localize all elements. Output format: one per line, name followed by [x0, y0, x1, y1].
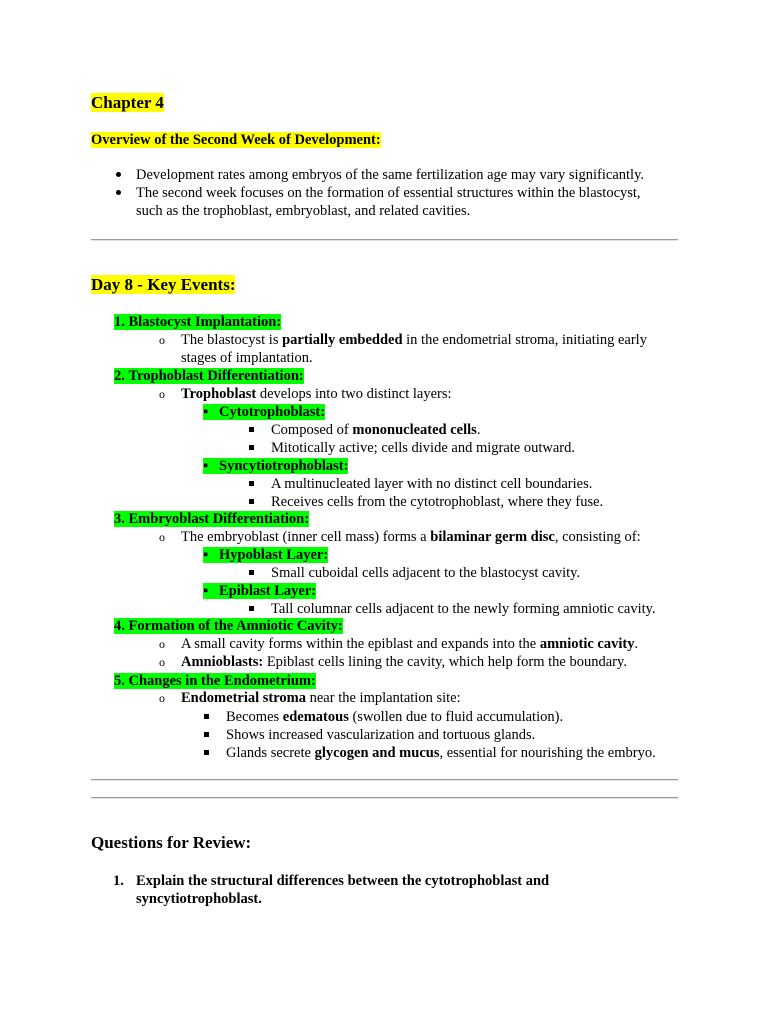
overview-bullet-2-cont: such as the trophoblast, embryoblast, and related cavities.: [136, 203, 471, 219]
event-4-line-2: Amnioblasts: Epiblast cells lining the cavity, which help form the boundary.: [181, 654, 627, 670]
event-5-line-1: Endometrial stroma near the implantation site:: [181, 690, 461, 706]
chapter-title: Chapter 4: [91, 93, 164, 112]
square-bullet-icon: [249, 481, 254, 486]
circle-bullet-icon: o: [159, 530, 165, 544]
divider: [91, 239, 678, 241]
endometrium-item-2: Shows increased vascularization and tortuous glands.: [226, 727, 536, 743]
event-number: 3.: [114, 511, 125, 527]
event-1-line-1: The blastocyst is partially embedded in the endometrial stroma, initiating early: [181, 332, 647, 348]
hypoblast-item-1: Small cuboidal cells adjacent to the blastocyst cavity.: [271, 565, 581, 581]
event-title: Blastocyst Implantation:: [128, 314, 282, 330]
event-2-line-1: Trophoblast develops into two distinct layers:: [181, 386, 452, 402]
cyto-item-1: Composed of mononucleated cells.: [271, 422, 481, 438]
bullet-dot-icon: [116, 172, 121, 177]
event-title: Trophoblast Differentiation:: [128, 368, 304, 384]
event-3-line-1: The embryoblast (inner cell mass) forms a bilaminar germ disc, consisting of:: [181, 529, 641, 545]
square-bullet-icon: [204, 732, 209, 737]
event-number: 2.: [114, 368, 125, 384]
square-bullet-icon: [204, 714, 209, 719]
event-4: [114, 617, 343, 635]
hypoblast-heading: ▪ Hypoblast Layer:: [203, 547, 329, 563]
event-2: [114, 367, 304, 385]
cyto-item-2: Mitotically active; cells divide and migrate outward.: [271, 440, 576, 456]
circle-bullet-icon: o: [159, 655, 165, 669]
endometrium-item-3: Glands secrete glycogen and mucus, essential for nourishing the embryo.: [226, 745, 656, 761]
square-bullet-icon: [249, 606, 254, 611]
syncytiotrophoblast-heading: ▪ Syncytiotrophoblast:: [203, 458, 349, 474]
circle-bullet-icon: o: [159, 333, 165, 347]
overview-bullet-2: The second week focuses on the formation of essential structures within the blastocyst,: [136, 185, 641, 201]
event-number: 5.: [114, 673, 125, 689]
event-1: [114, 313, 281, 331]
event-title: Formation of the Amniotic Cavity:: [128, 618, 343, 634]
event-3: [114, 510, 309, 528]
divider: [91, 779, 678, 781]
square-bullet-icon: [249, 499, 254, 504]
event-4-line-1: A small cavity forms within the epiblast and expands into the amniotic cavity.: [181, 636, 639, 652]
overview-heading: Overview of the Second Week of Development:: [91, 132, 381, 148]
event-title: Embryoblast Differentiation:: [128, 511, 310, 527]
day8-heading: Day 8 - Key Events:: [91, 275, 236, 294]
endometrium-item-1: Becomes edematous (swollen due to fluid accumulation).: [226, 709, 564, 725]
event-number: 1.: [114, 314, 125, 330]
review-question-1-cont: syncytiotrophoblast.: [136, 891, 262, 907]
square-bullet-icon: [204, 750, 209, 755]
cytotrophoblast-heading: ▪ Cytotrophoblast:: [203, 404, 326, 420]
event-5: [114, 672, 316, 690]
circle-bullet-icon: o: [159, 387, 165, 401]
review-heading: Questions for Review:: [91, 833, 252, 852]
divider: [91, 797, 678, 799]
circle-bullet-icon: o: [159, 691, 165, 705]
event-title: Changes in the Endometrium:: [128, 673, 316, 689]
syncytio-item-1: A multinucleated layer with no distinct cell boundaries.: [271, 476, 593, 492]
epiblast-item-1: Tall columnar cells adjacent to the newly forming amniotic cavity.: [271, 601, 656, 617]
bullet-dot-icon: [116, 190, 121, 195]
event-number: 4.: [114, 618, 125, 634]
square-bullet-icon: [249, 427, 254, 432]
square-bullet-icon: [249, 570, 254, 575]
review-question-1: Explain the structural differences between the cytotrophoblast and: [136, 873, 550, 889]
epiblast-heading: ▪ Epiblast Layer:: [203, 583, 317, 599]
square-bullet-icon: [249, 445, 254, 450]
overview-bullet-1: Development rates among embryos of the same fertilization age may vary significantly.: [136, 167, 645, 183]
syncytio-item-2: Receives cells from the cytotrophoblast, where they fuse.: [271, 494, 604, 510]
review-question-number: 1.: [113, 873, 124, 889]
event-1-line-2: stages of implantation.: [181, 350, 313, 366]
circle-bullet-icon: o: [159, 637, 165, 651]
